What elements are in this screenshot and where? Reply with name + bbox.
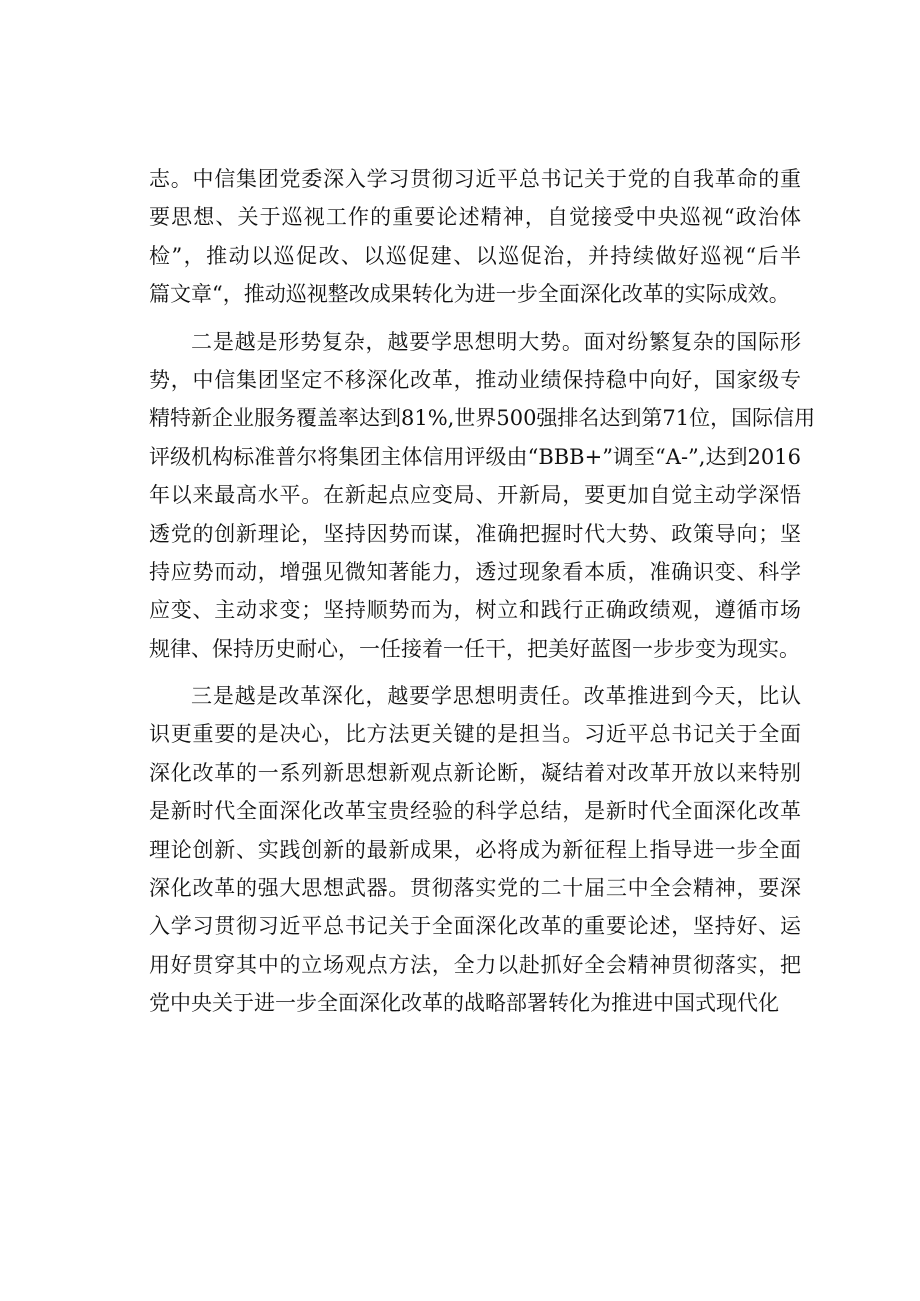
paragraph-gap: [149, 668, 801, 677]
text-line: 检”，推动以巡促改、以巡促建、以巡促治，并持续做好巡视“后半: [149, 243, 801, 268]
text-line: 势，中信集团坚定不移深化改革，推动业绩保持稳中向好，国家级专: [149, 367, 801, 392]
text-line: 党中央关于进一步全面深化改革的战略部署转化为推进中国式现代化: [149, 991, 779, 1016]
text-line: 持应势而动，增强见微知著能力，透过现象看本质，准确识变、科学: [149, 559, 801, 584]
text-line: 规律、保持历史耐心，一任接着一任干，把美好蓝图一步步变为现实。: [149, 636, 800, 661]
paragraph-point-two: [149, 323, 816, 669]
text-line: 是新时代全面深化改革宝贵经验的科学总结，是新时代全面深化改革: [149, 799, 801, 824]
text-line: 要思想、关于巡视工作的重要论述精神，自觉接受中央巡视“政治体: [149, 205, 801, 230]
text-line: 精特新企业服务覆盖率达到81%,世界500强排名达到第71位，国际信用: [149, 406, 816, 431]
text-line: 用好贯穿其中的立场观点方法，全力以赴抓好全会精神贯彻落实，把: [149, 952, 801, 977]
text-line: 篇文章“，推动巡视整改成果转化为进一步全面深化改革的实际成效。: [149, 282, 790, 307]
text-line: 志。中信集团党委深入学习贯彻习近平总书记关于党的自我革命的重: [149, 167, 801, 191]
text-line: 入学习贯彻习近平总书记关于全面深化改革的重要论述，坚持好、运: [149, 914, 801, 939]
text-line: 三是越是改革深化，越要学思想明责任。改革推进到今天，比认: [191, 684, 801, 709]
text-line: 识更重要的是决心，比方法更关键的是担当。习近平总书记关于全面: [149, 722, 801, 747]
body-text: [149, 160, 816, 1023]
text-line: 应变、主动求变；坚持顺势而为，树立和践行正确政绩观，遵循市场: [149, 598, 801, 623]
text-line: 年以来最高水平。在新起点应变局、开新局，要更加自觉主动学深悟: [149, 483, 801, 508]
paragraph-continuation: [149, 160, 801, 314]
text-line: 二是越是形势复杂，越要学思想明大势。面对纷繁复杂的国际形: [191, 329, 801, 354]
text-line: 深化改革的一系列新思想新观点新论断，凝结着对改革开放以来特别: [149, 760, 801, 785]
paragraph-point-three: [149, 677, 801, 1023]
text-line: 理论创新、实践创新的最新成果，必将成为新征程上指导进一步全面: [149, 837, 801, 862]
text-line: 深化改革的强大思想武器。贯彻落实党的二十届三中全会精神，要深: [149, 876, 801, 901]
paragraph-gap: [149, 314, 801, 323]
text-line: 透党的创新理论，坚持因势而谋，准确把握时代大势、政策导向；坚: [149, 521, 801, 546]
text-line: 评级机构标准普尔将集团主体信用评级由“BBB+”调至“A-”,达到2016: [149, 444, 801, 469]
